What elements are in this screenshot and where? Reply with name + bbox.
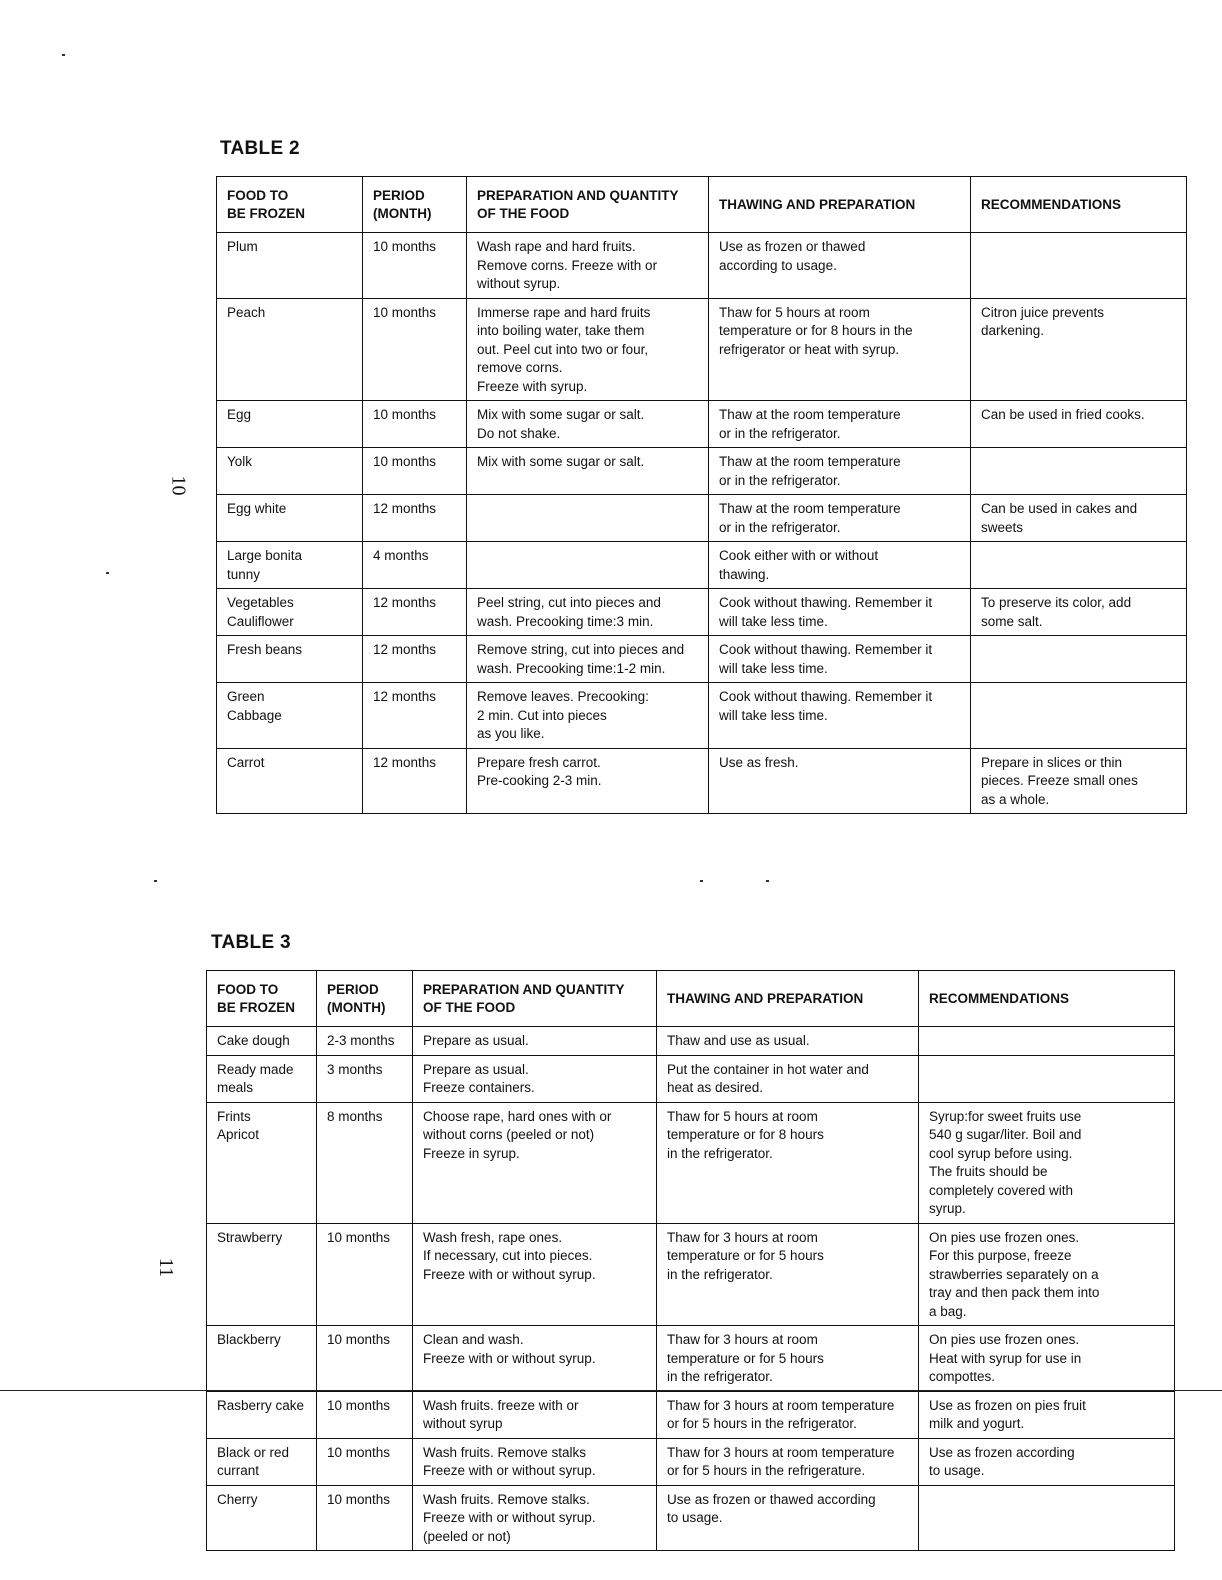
cell-preparation: Remove string, cut into pieces and wash. Precooking time:1-2 min. xyxy=(467,636,709,683)
cell-preparation: Choose rape, hard ones with or without corns (peeled or not) Freeze in syrup. xyxy=(413,1102,657,1223)
cell-food: Ready made meals xyxy=(207,1055,317,1102)
scan-speck xyxy=(154,880,157,882)
cell-recommendations xyxy=(971,636,1187,683)
cell-preparation: Immerse rape and hard fruits into boiling water, take them out. Peel cut into two or four, remove corns. Freeze with syrup. xyxy=(467,298,709,401)
cell-period: 10 months xyxy=(317,1326,413,1392)
cell-period: 12 months xyxy=(363,683,467,749)
cell-period: 10 months xyxy=(317,1485,413,1551)
table-3-body xyxy=(207,1027,1175,1551)
cell-preparation: Remove leaves. Precooking: 2 min. Cut into pieces as you like. xyxy=(467,683,709,749)
cell-period: 10 months xyxy=(363,401,467,448)
cell-recommendations: Use as frozen on pies fruit milk and yogurt. xyxy=(919,1391,1175,1438)
table-2-title: TABLE 2 xyxy=(220,138,300,159)
header-recommendations: RECOMMENDATIONS xyxy=(971,177,1187,233)
table-3 xyxy=(206,970,1175,1551)
header-period: PERIOD (MONTH) xyxy=(363,177,467,233)
cell-period: 12 months xyxy=(363,495,467,542)
scan-speck xyxy=(106,572,109,574)
cell-recommendations xyxy=(919,1027,1175,1056)
cell-food: Blackberry xyxy=(207,1326,317,1392)
cell-preparation: Wash fruits. freeze with or without syrup xyxy=(413,1391,657,1438)
cell-recommendations xyxy=(971,448,1187,495)
cell-period: 10 months xyxy=(317,1223,413,1326)
table-row xyxy=(207,1027,1175,1056)
cell-period: 3 months xyxy=(317,1055,413,1102)
cell-recommendations: Prepare in slices or thin pieces. Freeze small ones as a whole. xyxy=(971,748,1187,814)
cell-preparation: Mix with some sugar or salt. Do not shake. xyxy=(467,401,709,448)
cell-thawing: Use as fresh. xyxy=(709,748,971,814)
cell-food: Large bonita tunny xyxy=(217,542,363,589)
cell-period: 10 months xyxy=(317,1438,413,1485)
cell-thawing: Cook without thawing. Remember it will take less time. xyxy=(709,636,971,683)
cell-thawing: Thaw for 3 hours at room temperature or for 5 hours in the refrigerator. xyxy=(657,1391,919,1438)
cell-food: Peach xyxy=(217,298,363,401)
cell-thawing: Thaw for 3 hours at room temperature or for 5 hours in the refrigerature. xyxy=(657,1438,919,1485)
table-row xyxy=(207,1326,1175,1392)
cell-preparation: Wash fruits. Remove stalks. Freeze with or without syrup. (peeled or not) xyxy=(413,1485,657,1551)
table-row xyxy=(217,748,1187,814)
cell-food: Egg xyxy=(217,401,363,448)
cell-recommendations: To preserve its color, add some salt. xyxy=(971,589,1187,636)
cell-thawing: Thaw for 3 hours at room temperature or for 5 hours in the refrigerator. xyxy=(657,1223,919,1326)
cell-food: Vegetables Cauliflower xyxy=(217,589,363,636)
cell-food: Yolk xyxy=(217,448,363,495)
cell-thawing: Thaw at the room temperature or in the refrigerator. xyxy=(709,495,971,542)
cell-thawing: Thaw for 5 hours at room temperature or for 8 hours in the refrigerator or heat with syrup. xyxy=(709,298,971,401)
cell-food: Rasberry cake xyxy=(207,1391,317,1438)
header-recommendations: RECOMMENDATIONS xyxy=(919,971,1175,1027)
scan-speck xyxy=(766,880,769,882)
cell-preparation: Peel string, cut into pieces and wash. Precooking time:3 min. xyxy=(467,589,709,636)
cell-preparation: Prepare as usual. xyxy=(413,1027,657,1056)
cell-food: Fresh beans xyxy=(217,636,363,683)
table-row xyxy=(217,448,1187,495)
header-thawing: THAWING AND PREPARATION xyxy=(709,177,971,233)
header-thawing: THAWING AND PREPARATION xyxy=(657,971,919,1027)
cell-recommendations: Can be used in cakes and sweets xyxy=(971,495,1187,542)
cell-preparation xyxy=(467,542,709,589)
cell-thawing: Use as frozen or thawed according to usage. xyxy=(709,233,971,299)
cell-period: 10 months xyxy=(363,298,467,401)
header-period: PERIOD (MONTH) xyxy=(317,971,413,1027)
table-header-row xyxy=(217,177,1187,233)
cell-preparation: Prepare fresh carrot. Pre-cooking 2-3 min. xyxy=(467,748,709,814)
header-preparation: PREPARATION AND QUANTITY OF THE FOOD xyxy=(467,177,709,233)
table-row xyxy=(207,1391,1175,1438)
cell-recommendations xyxy=(971,233,1187,299)
cell-period: 12 months xyxy=(363,589,467,636)
cell-recommendations: Can be used in fried cooks. xyxy=(971,401,1187,448)
cell-preparation: Wash fruits. Remove stalks Freeze with or without syrup. xyxy=(413,1438,657,1485)
scan-speck xyxy=(700,880,703,882)
cell-food: Carrot xyxy=(217,748,363,814)
cell-food: Cherry xyxy=(207,1485,317,1551)
cell-recommendations xyxy=(971,542,1187,589)
cell-thawing: Thaw at the room temperature or in the refrigerator. xyxy=(709,448,971,495)
cell-thawing: Put the container in hot water and heat as desired. xyxy=(657,1055,919,1102)
cell-food: Cake dough xyxy=(207,1027,317,1056)
cell-recommendations xyxy=(919,1485,1175,1551)
cell-preparation: Wash fresh, rape ones. If necessary, cut into pieces. Freeze with or without syrup. xyxy=(413,1223,657,1326)
cell-period: 4 months xyxy=(363,542,467,589)
cell-period: 10 months xyxy=(363,233,467,299)
table-row xyxy=(217,589,1187,636)
table-row xyxy=(217,542,1187,589)
table-header-row xyxy=(207,971,1175,1027)
table-row xyxy=(217,683,1187,749)
table-2-body xyxy=(217,233,1187,814)
cell-thawing: Thaw at the room temperature or in the refrigerator. xyxy=(709,401,971,448)
table-row xyxy=(207,1055,1175,1102)
cell-preparation: Mix with some sugar or salt. xyxy=(467,448,709,495)
cell-period: 12 months xyxy=(363,748,467,814)
table-row xyxy=(217,298,1187,401)
cell-period: 10 months xyxy=(363,448,467,495)
cell-preparation: Wash rape and hard fruits. Remove corns. Freeze with or without syrup. xyxy=(467,233,709,299)
cell-recommendations: Syrup:for sweet fruits use 540 g sugar/liter. Boil and cool syrup before using. The fruits should be completely covered with syrup. xyxy=(919,1102,1175,1223)
table-3-title: TABLE 3 xyxy=(211,932,291,953)
header-food: FOOD TO BE FROZEN xyxy=(217,177,363,233)
cell-period: 8 months xyxy=(317,1102,413,1223)
cell-thawing: Cook either with or without thawing. xyxy=(709,542,971,589)
cell-thawing: Cook without thawing. Remember it will take less time. xyxy=(709,683,971,749)
table-row xyxy=(217,636,1187,683)
cell-food: Egg white xyxy=(217,495,363,542)
cell-preparation xyxy=(467,495,709,542)
cell-thawing: Thaw for 5 hours at room temperature or for 8 hours in the refrigerator. xyxy=(657,1102,919,1223)
cell-period: 10 months xyxy=(317,1391,413,1438)
table-2 xyxy=(216,176,1187,814)
scan-artifact-line xyxy=(0,1390,1222,1391)
cell-food: Plum xyxy=(217,233,363,299)
cell-thawing: Cook without thawing. Remember it will take less time. xyxy=(709,589,971,636)
table-row xyxy=(207,1438,1175,1485)
cell-period: 12 months xyxy=(363,636,467,683)
cell-recommendations: On pies use frozen ones. Heat with syrup for use in compottes. xyxy=(919,1326,1175,1392)
cell-preparation: Clean and wash. Freeze with or without syrup. xyxy=(413,1326,657,1392)
cell-recommendations xyxy=(919,1055,1175,1102)
header-preparation: PREPARATION AND QUANTITY OF THE FOOD xyxy=(413,971,657,1027)
cell-food: Frints Apricot xyxy=(207,1102,317,1223)
cell-food: Green Cabbage xyxy=(217,683,363,749)
page-number-11: 11 xyxy=(155,1257,178,1278)
cell-thawing: Thaw and use as usual. xyxy=(657,1027,919,1056)
header-food: FOOD TO BE FROZEN xyxy=(207,971,317,1027)
table-row xyxy=(207,1102,1175,1223)
cell-recommendations: Use as frozen according to usage. xyxy=(919,1438,1175,1485)
cell-food: Black or red currant xyxy=(207,1438,317,1485)
scan-speck xyxy=(62,54,65,56)
page-number-10: 10 xyxy=(167,475,190,496)
table-row xyxy=(217,401,1187,448)
table-row xyxy=(207,1223,1175,1326)
table-row xyxy=(207,1485,1175,1551)
table-row xyxy=(217,233,1187,299)
cell-preparation: Prepare as usual. Freeze containers. xyxy=(413,1055,657,1102)
cell-period: 2-3 months xyxy=(317,1027,413,1056)
cell-recommendations: On pies use frozen ones. For this purpose, freeze strawberries separately on a tray and then pack them into a bag. xyxy=(919,1223,1175,1326)
cell-recommendations xyxy=(971,683,1187,749)
cell-thawing: Thaw for 3 hours at room temperature or for 5 hours in the refrigerator. xyxy=(657,1326,919,1392)
cell-recommendations: Citron juice prevents darkening. xyxy=(971,298,1187,401)
cell-thawing: Use as frozen or thawed according to usage. xyxy=(657,1485,919,1551)
table-row xyxy=(217,495,1187,542)
cell-food: Strawberry xyxy=(207,1223,317,1326)
